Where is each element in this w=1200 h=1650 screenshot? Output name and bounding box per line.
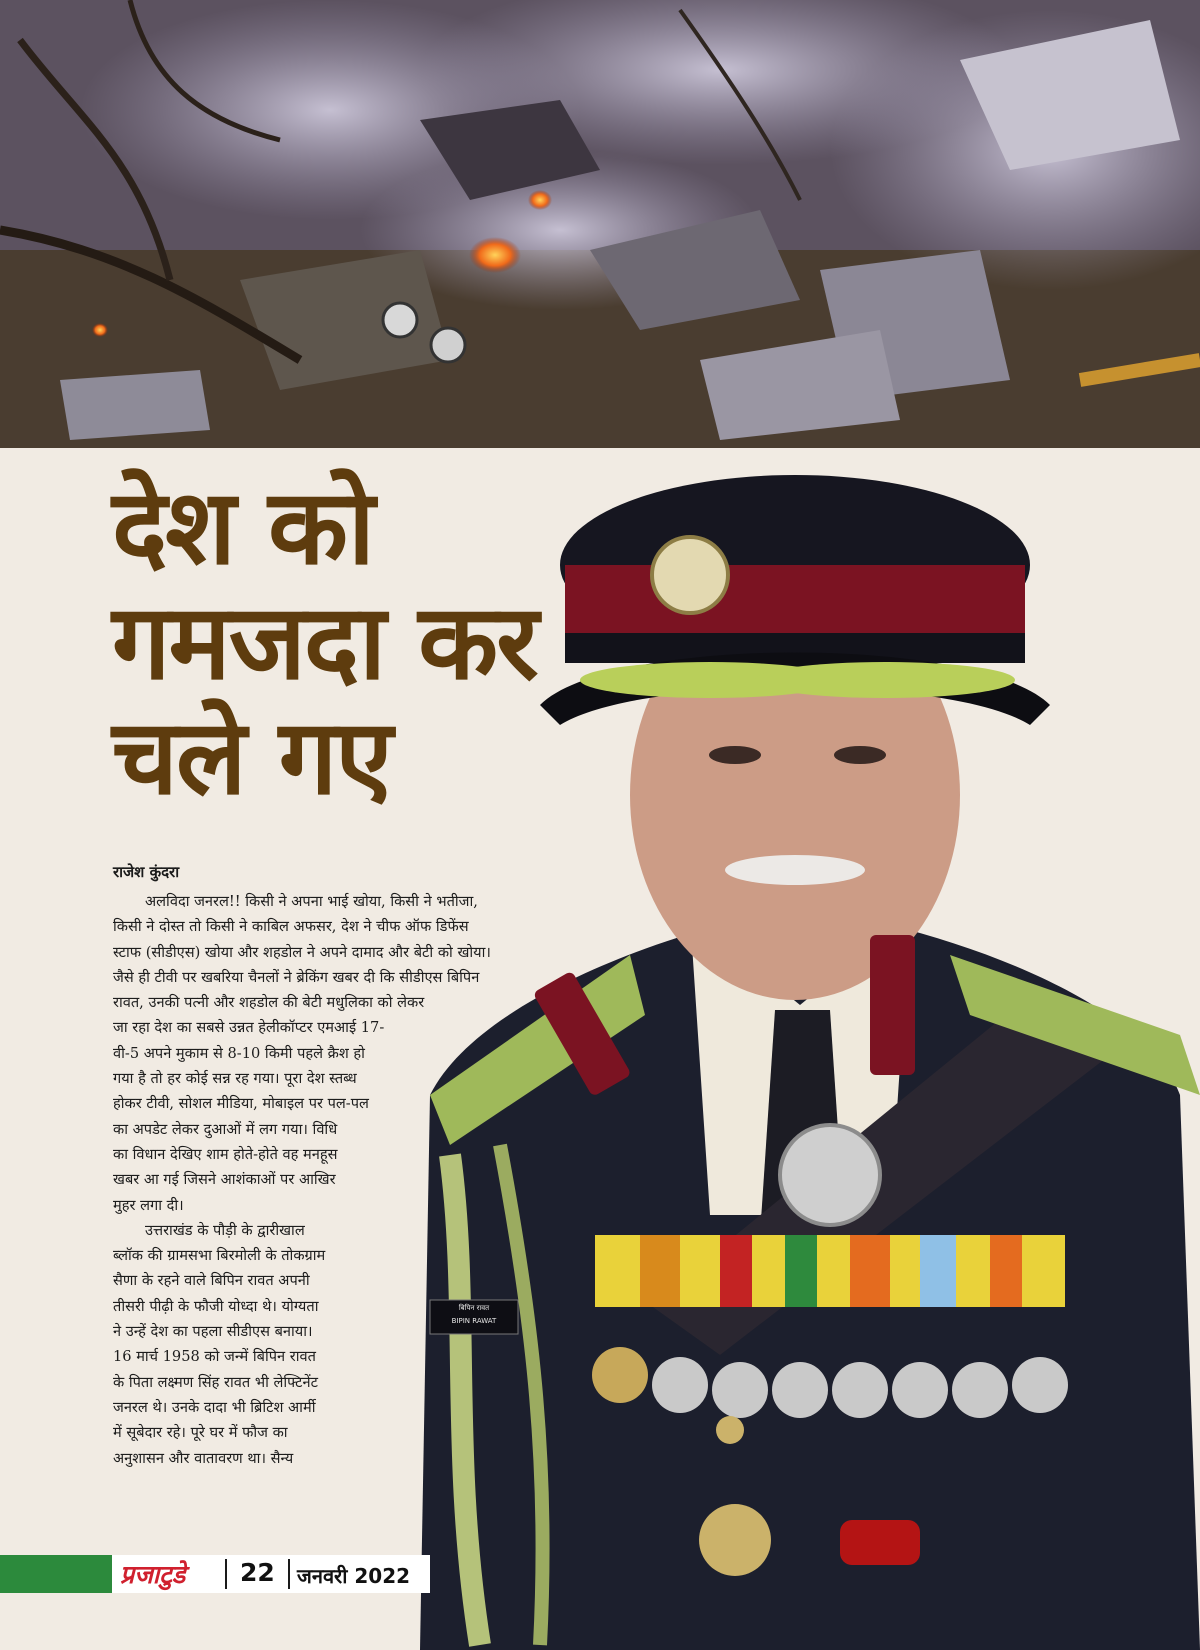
text-line: वी-5 अपने मुकाम से 8-10 किमी पहले क्रैश हो [113, 1044, 365, 1062]
footer-green-bar [0, 1555, 112, 1593]
text-line: 16 मार्च 1958 को जन्में बिपिन रावत [113, 1348, 316, 1366]
text-line: तीसरी पीढ़ी के फौजी योध्दा थे। योग्यता [113, 1297, 319, 1315]
text-line: सैणा के रहने वाले बिपिन रावत अपनी [113, 1272, 310, 1290]
headline-line-1: देश को [112, 466, 373, 588]
article-body [113, 889, 615, 1471]
text-line: जैसे ही टीवी पर खबरिया चैनलों ने ब्रेकिंग खबर दी कि सीडीएस बिपिन [113, 968, 480, 986]
footer-divider [288, 1559, 290, 1589]
text-line: अनुशासन और वातावरण था। सैन्य [113, 1449, 294, 1467]
author-byline: राजेश कुंदरा [113, 863, 180, 881]
text-line: जा रहा देश का सबसे उन्नत हेलीकॉप्टर एमआई 17- [113, 1019, 385, 1037]
text-line: होकर टीवी, सोशल मीडिया, मोबाइल पर पल-पल [113, 1095, 369, 1113]
issue-date: जनवरी 2022 [297, 1564, 411, 1588]
name-badge-hindi: बिपिन रावत [458, 1304, 490, 1312]
footer-divider [225, 1559, 227, 1589]
text-line: अलविदा जनरल!! किसी ने अपना भाई खोया, किसी ने भतीजा, [145, 893, 478, 910]
text-line: खबर आ गई जिसने आशंकाओं पर आखिर [113, 1171, 336, 1189]
text-line: का अपडेट लेकर दुआओं में लग गया। विधि [113, 1120, 338, 1138]
text-line: गया है तो हर कोई सन्न रह गया। पूरा देश स्तब्ध [113, 1070, 357, 1088]
brand-logo: प्रजाटुडे [120, 1560, 186, 1589]
text-line: मुहर लगा दी। [113, 1196, 184, 1214]
text-line: के पिता लक्ष्मण सिंह रावत भी लेफ्टिनेंट [113, 1373, 318, 1391]
text-line: में सूबेदार रहे। पूरे घर में फौज का [113, 1424, 288, 1442]
headline [112, 466, 582, 818]
wreckage-illustration [0, 0, 1200, 448]
text-line: ने उन्हें देश का पहला सीडीएस बनाया। [113, 1323, 313, 1341]
headline-line-2: गमजदा कर [112, 581, 537, 703]
text-line: उत्तराखंड के पौड़ी के द्वारीखाल [145, 1221, 305, 1239]
page-number: 22 [240, 1558, 275, 1587]
text-line: रावत, उनकी पत्नी और शहडोल की बेटी मधुलिका को लेकर [113, 994, 425, 1012]
text-line: स्टाफ (सीडीएस) खोया और शहडोल ने अपने दामाद और बेटी को खोया। [113, 943, 491, 961]
page-footer [0, 1555, 430, 1593]
article-paragraph-2 [113, 1218, 615, 1471]
article-paragraph-1 [113, 889, 615, 1218]
text-line: का विधान देखिए शाम होते-होते वह मनहूस [113, 1145, 338, 1163]
text-line: किसी ने दोस्त तो किसी ने काबिल अफसर, देश ने चीफ ऑफ डिफेंस [113, 918, 469, 936]
name-badge-english: BIPIN RAWAT [451, 1317, 497, 1325]
crash-wreckage-photo [0, 0, 1200, 448]
text-line: ब्लॉक की ग्रामसभा बिरमोली के तोकग्राम [113, 1247, 326, 1265]
text-line: जनरल थे। उनके दादा भी ब्रिटिश आर्मी [113, 1398, 316, 1416]
headline-line-3: चले गए [112, 696, 391, 818]
